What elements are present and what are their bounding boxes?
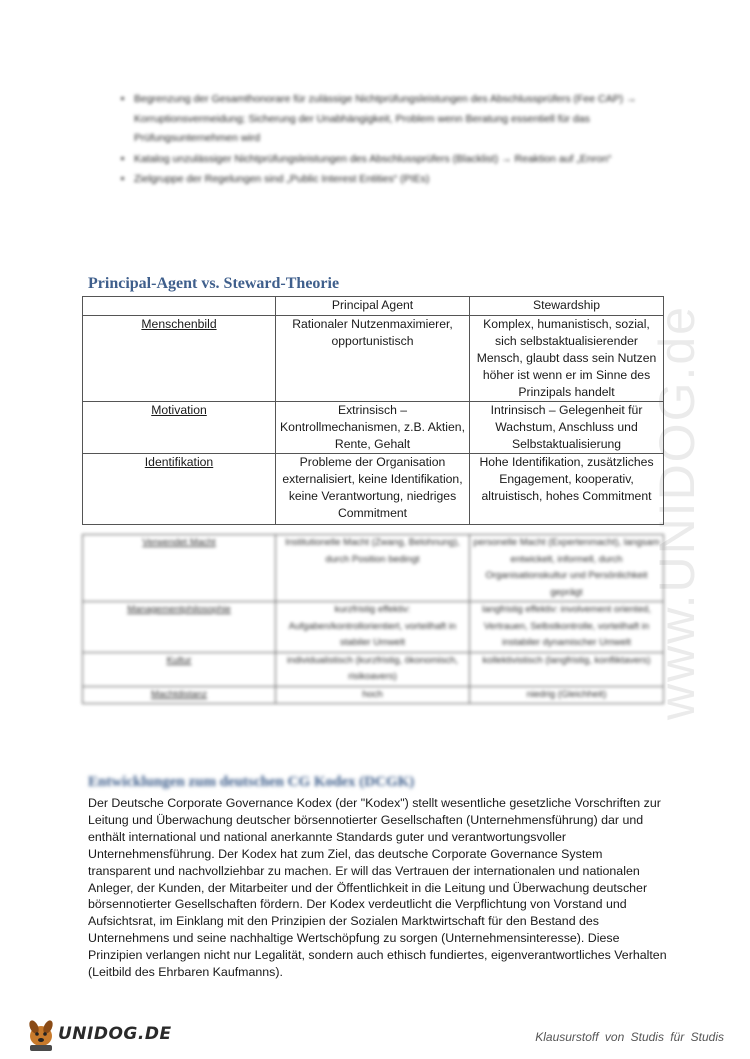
- table-cell: Extrinsisch – Kontrollmechanismen, z.B. Aktien, Rente, Gehalt: [276, 402, 470, 454]
- comparison-table: [82, 296, 664, 525]
- body-paragraph: Der Deutsche Corporate Governance Kodex (der "Kodex") stellt wesentliche gesetzliche Vorschriften zur Leitung und Überwachung deutscher börsennotierter Gesellschaften (Unternehmensführung) dar und enthält international und national anerkannte Standards guter und verantwortungsvoller Unternehmensführung. Der Kodex hat zum Ziel, das deutsche Corporate Governance System transparent und nachvollziehbar zu machen. Er will das Vertrauen der internationalen und nationalen Anleger, der Kunden, der Mitarbeiter und der Öffentlichkeit in die Leitung und Überwachung deutscher börsennotierter Gesellschaften fördern. Der Kodex verdeutlicht die Verpflichtung von Vorstand und Aufsichtsrat, im Einklang mit den Prinzipien der Sozialen Marktwirtschaft für den Bestand des Unternehmens und seine nachhaltige Wertschöpfung zu sorgen (Unternehmensinteresse). Diese Prinzipien verlangen nicht nur Legalität, sondern auch ethisch fundiertes, eigenverantwortliches Verhalten (Leitbild des Ehrbaren Kaufmanns).: [88, 796, 667, 980]
- bullet-item: • Katalog unzulässiger Nichtprüfungsleistungen des Abschlussprüfers (Blacklist) → Reaktion auf „Enron“: [134, 150, 657, 170]
- table-cell: Intrinsisch – Gelegenheit für Wachstum, Anschluss und Selbstaktualisierung: [470, 402, 664, 454]
- section-heading: Principal-Agent vs. Steward-Theorie: [88, 275, 340, 292]
- row-label: Motivation: [83, 402, 276, 454]
- table-cell: langfristig effektiv: involvement oriented, Vertrauen, Selbstkontrolle, vorteilhaft in instabiler dynamischer Umwelt: [470, 602, 664, 653]
- row-label: Machtdistanz: [83, 686, 276, 704]
- table-header-row: [83, 297, 664, 316]
- blurred-section-heading: Entwicklungen zum deutschen CG Kodex (DCGK): [88, 774, 415, 790]
- table-row: [83, 602, 664, 653]
- row-label: Managementphilosophie: [83, 602, 276, 653]
- table-cell: hoch: [276, 686, 470, 704]
- table-cell: Komplex, humanistisch, sozial, sich selbstaktualisierender Mensch, glaubt dass sein Nutzen höher ist wenn er im Sinne des Prinzipals handelt: [470, 316, 664, 402]
- table-row: [83, 402, 664, 454]
- table-cell: Hohe Identifikation, zusätzliches Engagement, kooperativ, altruistisch, hohes Commitment: [470, 454, 664, 525]
- table-cell: individualistisch (kurzfristig, ökonomisch, risikoavers): [276, 652, 470, 686]
- table-cell: Institutionelle Macht (Zwang, Belohnung), durch Position bedingt: [276, 535, 470, 602]
- row-label: Verwendet Macht: [83, 535, 276, 602]
- bullet-item: • Zielgruppe der Regelungen sind „Public Interest Entities“ (PIEs): [134, 170, 657, 190]
- blurred-bullet-list: [112, 90, 657, 191]
- footer-text: Klausurstoff von Studis für Studis: [535, 1030, 724, 1044]
- table-row: [83, 652, 664, 686]
- blurred-table: [82, 534, 664, 704]
- dog-icon: [27, 1019, 54, 1051]
- table-header-cell: Stewardship: [470, 297, 664, 316]
- logo-text: UNIDOG.DE: [58, 1024, 172, 1044]
- row-label: Identifikation: [83, 454, 276, 525]
- table-row: [83, 454, 664, 525]
- table-cell: Probleme der Organisation externalisiert, keine Identifikation, keine Verantwortung, niedriges Commitment: [276, 454, 470, 525]
- table-cell: niedrig (Gleichheit): [470, 686, 664, 704]
- row-label: Menschenbild: [83, 316, 276, 402]
- table-cell: Rationaler Nutzenmaximierer, opportunistisch: [276, 316, 470, 402]
- table-cell: personelle Macht (Expertenmacht), langsam entwickelt, informell, durch Organisationskultur und Persönlichkeit geprägt: [470, 535, 664, 602]
- bullet-item: • Begrenzung der Gesamthonorare für zulässige Nichtprüfungsleistungen des Abschlussprüfers (Fee CAP) → Korruptionsvermeidung; Sicherung der Unabhängigkeit, Problem wenn Beratung essentiell für das Prüfungsunternehmen wird: [134, 90, 657, 149]
- table-row: [83, 316, 664, 402]
- table-header-cell: [83, 297, 276, 316]
- table-cell: kollektivistisch (langfristig, konfliktavers): [470, 652, 664, 686]
- row-label: Kultur: [83, 652, 276, 686]
- table-cell: kurzfristig effektiv: Aufgaben/kontrollorientiert, vorteilhaft in stabiler Umwelt: [276, 602, 470, 653]
- table-row: [83, 686, 664, 704]
- watermark: www.UNIDOG.de: [649, 305, 705, 720]
- table-header-cell: Principal Agent: [276, 297, 470, 316]
- table-row: [83, 535, 664, 602]
